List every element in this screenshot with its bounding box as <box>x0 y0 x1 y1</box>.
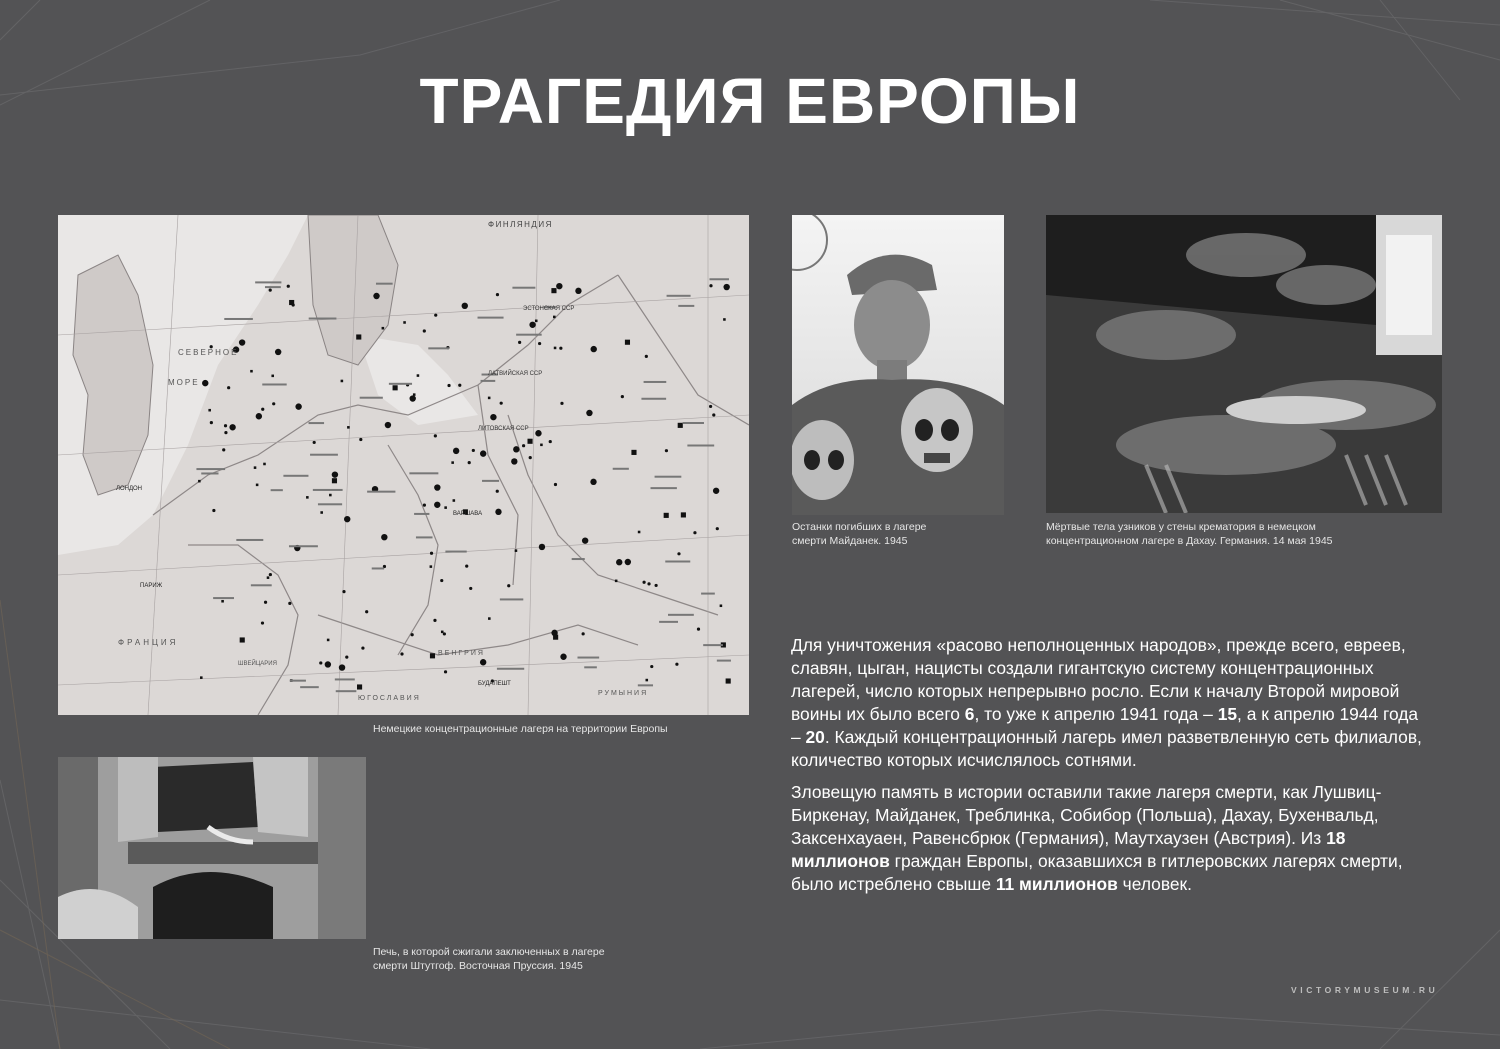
camp-marker <box>549 440 552 443</box>
map-town-name <box>196 468 225 470</box>
camp-marker <box>444 506 447 509</box>
map-town-name <box>271 489 283 491</box>
camp-marker <box>250 370 253 373</box>
camp-marker <box>451 461 454 464</box>
camp-marker <box>647 582 650 585</box>
camp-marker <box>553 316 556 319</box>
camp-marker <box>480 659 486 665</box>
camp-marker <box>381 534 387 540</box>
map-town-name <box>409 472 438 474</box>
camp-marker <box>327 639 330 642</box>
camp-marker <box>560 402 563 405</box>
camp-marker <box>529 456 532 459</box>
camp-marker <box>480 450 486 456</box>
map-town-name <box>376 283 393 285</box>
camp-marker <box>553 635 558 640</box>
camp-marker <box>434 484 440 490</box>
map-label-lithuania: ЛИТОВСКАЯ ССР <box>478 426 529 432</box>
camp-marker <box>212 509 215 512</box>
camp-marker <box>344 516 350 522</box>
camp-marker <box>511 458 517 464</box>
paragraph-2 <box>791 781 1431 896</box>
camp-marker <box>345 656 348 659</box>
camp-marker <box>264 601 267 604</box>
camp-marker <box>254 466 257 469</box>
map-label-finland: ФИНЛЯНДИЯ <box>488 220 553 229</box>
camp-marker <box>468 461 471 464</box>
camp-marker <box>325 661 331 667</box>
camp-marker <box>655 584 658 587</box>
camp-marker <box>472 449 475 452</box>
map-town-name <box>372 567 384 569</box>
camp-marker <box>295 403 301 409</box>
camp-marker <box>469 587 472 590</box>
map-town-name <box>717 660 731 662</box>
camp-marker <box>465 565 468 568</box>
camp-marker <box>341 380 344 383</box>
camp-marker <box>582 537 588 543</box>
camp-marker <box>306 496 309 499</box>
camp-marker <box>430 653 435 658</box>
camp-marker <box>361 646 364 649</box>
camp-marker <box>430 565 433 568</box>
camp-marker <box>400 652 403 655</box>
camp-marker <box>560 654 566 660</box>
map-town-name <box>683 422 704 424</box>
camp-marker <box>535 320 538 323</box>
camp-marker <box>453 499 456 502</box>
camp-marker <box>488 397 491 400</box>
paragraph-1-text-c: , а к апрелю 1944 года – <box>791 704 1419 747</box>
camps-count-1944: 20 <box>805 727 825 747</box>
map-town-name <box>360 397 383 399</box>
camp-marker <box>423 329 426 332</box>
camp-marker <box>638 531 641 534</box>
map-town-name <box>667 295 691 297</box>
camp-marker <box>625 340 630 345</box>
camp-marker <box>681 512 686 517</box>
map-town-name <box>497 668 524 670</box>
camp-marker <box>515 549 518 552</box>
map-town-name <box>213 597 234 599</box>
map-label-london: ЛОНДОН <box>116 486 143 492</box>
camp-marker <box>227 386 230 389</box>
map-label-budapest: БУДАПЕШТ <box>478 681 511 687</box>
camp-marker <box>507 584 510 587</box>
camp-marker <box>713 488 719 494</box>
map-town-name <box>572 558 585 560</box>
map-town-name <box>335 678 355 680</box>
camp-marker <box>591 346 597 352</box>
map-town-name <box>478 317 504 319</box>
map-town-name <box>445 551 466 553</box>
map-town-name <box>313 489 343 491</box>
map-town-name <box>309 318 337 320</box>
paragraph-2-text-b: граждан Европы, оказавшихся в гитлеровских лагерях смерти, было истреблено свыше <box>791 851 1403 894</box>
map-label-sea-2: МОРЕ <box>168 378 200 387</box>
paragraph-1-text-d: . Каждый концентрационный лагерь имел разветвленную сеть филиалов, количество которых исчислялось сотнями. <box>791 727 1422 770</box>
stutthof-furnace-photo <box>58 757 366 939</box>
camp-marker <box>433 619 436 622</box>
paragraph-2-text-a: Зловещую память в истории оставили такие лагеря смерти, как Лушвиц-Биркенау, Майданек, Треблинка, Собибор (Польша), Дахау, Бухенвальд, Заксенхауаен, Равенсбрюк (Германия), Маутхаузен (Австрия). Из <box>791 782 1382 848</box>
camp-marker <box>723 284 729 290</box>
camp-marker <box>210 421 213 424</box>
camp-marker <box>716 527 719 530</box>
camp-marker <box>712 413 715 416</box>
camp-marker <box>385 422 391 428</box>
camp-marker <box>434 502 440 508</box>
camp-marker <box>615 580 618 583</box>
camp-marker <box>527 439 532 444</box>
camp-marker <box>444 670 447 673</box>
camp-marker <box>382 327 385 330</box>
camp-marker <box>423 504 426 507</box>
camp-marker <box>723 318 726 321</box>
camp-marker <box>208 409 211 412</box>
camp-marker <box>678 423 683 428</box>
camp-marker <box>554 347 557 350</box>
map-town-name <box>644 381 667 383</box>
map-town-name <box>336 690 357 692</box>
camp-marker <box>495 509 501 515</box>
camp-marker <box>697 628 700 631</box>
map-town-name <box>309 422 325 424</box>
camp-marker <box>224 431 227 434</box>
paragraph-1-text-b: , то уже к апрелю 1941 года – <box>974 704 1218 724</box>
europe-map-image <box>58 215 749 715</box>
camp-marker <box>650 665 653 668</box>
camp-marker <box>319 661 322 664</box>
camps-count-1941: 15 <box>1217 704 1238 724</box>
camp-marker <box>365 610 368 613</box>
map-town-name <box>584 666 597 668</box>
camp-marker <box>202 380 208 386</box>
main-text <box>791 634 1431 905</box>
map-label-switzerland: ШВЕЙЦАРИЯ <box>238 661 277 667</box>
camp-marker <box>554 483 557 486</box>
camp-marker <box>458 384 461 387</box>
camp-marker <box>453 448 459 454</box>
camp-marker <box>267 576 270 579</box>
map-town-name <box>577 657 599 659</box>
camp-marker <box>339 664 345 670</box>
camp-marker <box>261 408 264 411</box>
camp-marker <box>329 494 332 497</box>
map-label-romania: РУМЫНИЯ <box>598 690 649 697</box>
map-town-name <box>687 444 714 446</box>
camp-marker <box>224 424 227 427</box>
camp-marker <box>229 424 235 430</box>
page-title: ТРАГЕДИЯ ЕВРОПЫ <box>419 65 1081 137</box>
map-town-name <box>668 614 694 616</box>
map-label-paris: ПАРИЖ <box>140 583 163 589</box>
camp-marker <box>616 559 622 565</box>
map-town-name <box>678 305 694 307</box>
camp-marker <box>488 617 491 620</box>
victims-total: 11 миллионов <box>995 874 1118 894</box>
camp-marker <box>269 288 272 291</box>
camp-marker <box>198 480 201 483</box>
map-town-name <box>655 476 682 478</box>
camp-marker <box>625 559 631 565</box>
camp-marker <box>693 531 696 534</box>
paragraph-1 <box>791 634 1431 772</box>
camp-marker <box>342 590 345 593</box>
camp-marker <box>288 602 291 605</box>
map-town-name <box>310 454 338 456</box>
camp-marker <box>441 631 444 634</box>
paragraph-2-text-c: человек. <box>1117 874 1192 894</box>
camp-marker <box>332 471 338 477</box>
camp-marker <box>462 303 468 309</box>
map-label-sea-1: СЕВЕРНОЕ <box>178 348 239 357</box>
bodies-photo-caption: Мёртвые тела узников у стены крематория в немецком концентрационном лагере в Дахау. Германия. 14 мая 1945 <box>1046 521 1333 547</box>
map-label-yugoslavia: ЮГОСЛАВИЯ <box>358 695 421 702</box>
camp-marker <box>222 448 225 451</box>
map-town-name <box>613 468 629 470</box>
camp-marker <box>500 402 503 405</box>
map-label-hungary: ВЕНГРИЯ <box>438 650 485 657</box>
camps-count-1939: 6 <box>964 704 975 724</box>
camp-marker <box>631 450 636 455</box>
paragraph-1-text-a: Для уничтожения «расово неполноценных народов», прежде всего, евреев, славян, цыган, нацисты создали гигантскую систему концентрационных лагерей, число которых непрерывно росло. Если к началу Второй мировой воины их было всего <box>791 635 1406 724</box>
camp-marker <box>535 430 541 436</box>
map-label-estonia: ЭСТОНСКАЯ ССР <box>523 306 575 312</box>
camp-marker <box>447 384 450 387</box>
map-town-name <box>289 545 318 547</box>
camp-marker <box>665 449 668 452</box>
camp-marker <box>239 339 245 345</box>
map-town-name <box>428 347 449 349</box>
map-town-name <box>651 487 677 489</box>
dachau-bodies-photo <box>1046 215 1442 513</box>
camp-marker <box>551 288 556 293</box>
camp-marker <box>559 347 562 350</box>
map-town-name <box>516 334 542 336</box>
camp-marker <box>490 414 496 420</box>
camp-marker <box>645 355 648 358</box>
camp-marker <box>410 395 416 401</box>
camp-marker <box>256 413 262 419</box>
camp-marker <box>677 552 680 555</box>
camp-marker <box>675 663 678 666</box>
map-town-name <box>512 287 535 289</box>
map-town-name <box>481 380 496 382</box>
camp-marker <box>709 405 712 408</box>
camp-marker <box>269 573 272 576</box>
camp-marker <box>261 621 264 624</box>
camp-marker <box>586 410 592 416</box>
camp-marker <box>417 374 420 377</box>
camp-marker <box>434 314 437 317</box>
camp-marker <box>575 288 581 294</box>
map-town-name <box>236 539 263 541</box>
camp-marker <box>496 490 499 493</box>
camp-marker <box>359 438 362 441</box>
camp-marker <box>200 676 203 679</box>
camp-marker <box>240 637 245 642</box>
soldier-photo-caption: Останки погибших в лагере смерти Майданек. 1945 <box>792 521 927 547</box>
camp-marker <box>313 441 316 444</box>
camp-marker <box>413 393 416 396</box>
map-town-name <box>262 383 286 385</box>
camp-marker <box>356 334 361 339</box>
camp-marker <box>664 513 669 518</box>
camp-marker <box>590 479 596 485</box>
map-town-name <box>255 281 281 283</box>
map-town-name <box>482 480 499 482</box>
map-caption: Немецкие концентрационные лагеря на территории Европы <box>373 723 668 735</box>
camp-marker <box>271 375 274 378</box>
map-town-name <box>290 680 306 682</box>
soldier-skulls-photo <box>792 215 1004 515</box>
camp-marker <box>582 632 585 635</box>
camp-marker <box>642 581 645 584</box>
map-town-name <box>701 593 715 595</box>
camp-marker <box>430 552 433 555</box>
map-town-name <box>659 621 678 623</box>
camp-marker <box>529 322 535 328</box>
map-town-name <box>638 684 653 686</box>
camp-marker <box>256 484 259 487</box>
camp-marker <box>332 478 337 483</box>
camp-marker <box>726 678 731 683</box>
camp-marker <box>403 321 406 324</box>
camp-marker <box>621 395 624 398</box>
map-town-name <box>367 491 395 493</box>
map-town-name <box>318 503 342 505</box>
camp-marker <box>518 341 521 344</box>
camp-marker <box>720 604 723 607</box>
camp-marker <box>320 511 323 514</box>
map-town-name <box>414 513 429 515</box>
map-town-name <box>416 536 433 538</box>
map-town-name <box>300 686 319 688</box>
map-label-france: ФРАНЦИЯ <box>118 638 179 647</box>
map-town-name <box>389 383 412 385</box>
map-town-name <box>251 584 272 586</box>
camp-marker <box>540 444 543 447</box>
camp-marker <box>373 293 379 299</box>
map-label-latvia: ЛАТВИЙСКАЯ ССР <box>488 371 543 377</box>
camp-marker <box>357 684 362 689</box>
camp-marker <box>411 633 414 636</box>
map-town-name <box>201 472 218 474</box>
prisoners-total: 18 миллионов <box>791 828 1346 871</box>
camp-marker <box>556 283 562 289</box>
map-label-warsaw: ВАРШАВА <box>453 511 483 517</box>
map-town-name <box>283 475 308 477</box>
camp-marker <box>440 579 443 582</box>
map-town-name <box>641 398 666 400</box>
camp-marker <box>522 444 525 447</box>
map-town-name <box>500 598 523 600</box>
camp-marker <box>538 342 541 345</box>
camp-marker <box>539 544 545 550</box>
camp-marker <box>263 463 266 466</box>
camp-marker <box>513 446 519 452</box>
camp-marker <box>434 434 437 437</box>
camp-marker <box>646 679 649 682</box>
map-town-name <box>665 561 690 563</box>
camp-marker <box>272 402 275 405</box>
camp-marker <box>289 300 294 305</box>
map-town-name <box>709 278 729 280</box>
map-town-name <box>703 644 723 646</box>
map-town-name <box>265 286 281 288</box>
furnace-photo-caption: Печь, в которой сжигали заключенных в лагере смерти Штутгоф. Восточная Пруссия. 1945 <box>373 946 605 972</box>
camp-marker <box>496 293 499 296</box>
camp-marker <box>287 285 290 288</box>
camp-marker <box>221 600 224 603</box>
site-url: VICTORYMUSEUM.RU <box>1291 985 1439 995</box>
camp-marker <box>347 426 350 429</box>
camp-marker <box>709 284 712 287</box>
map-town-name <box>224 318 253 320</box>
camp-marker <box>393 385 398 390</box>
camp-marker <box>275 349 281 355</box>
